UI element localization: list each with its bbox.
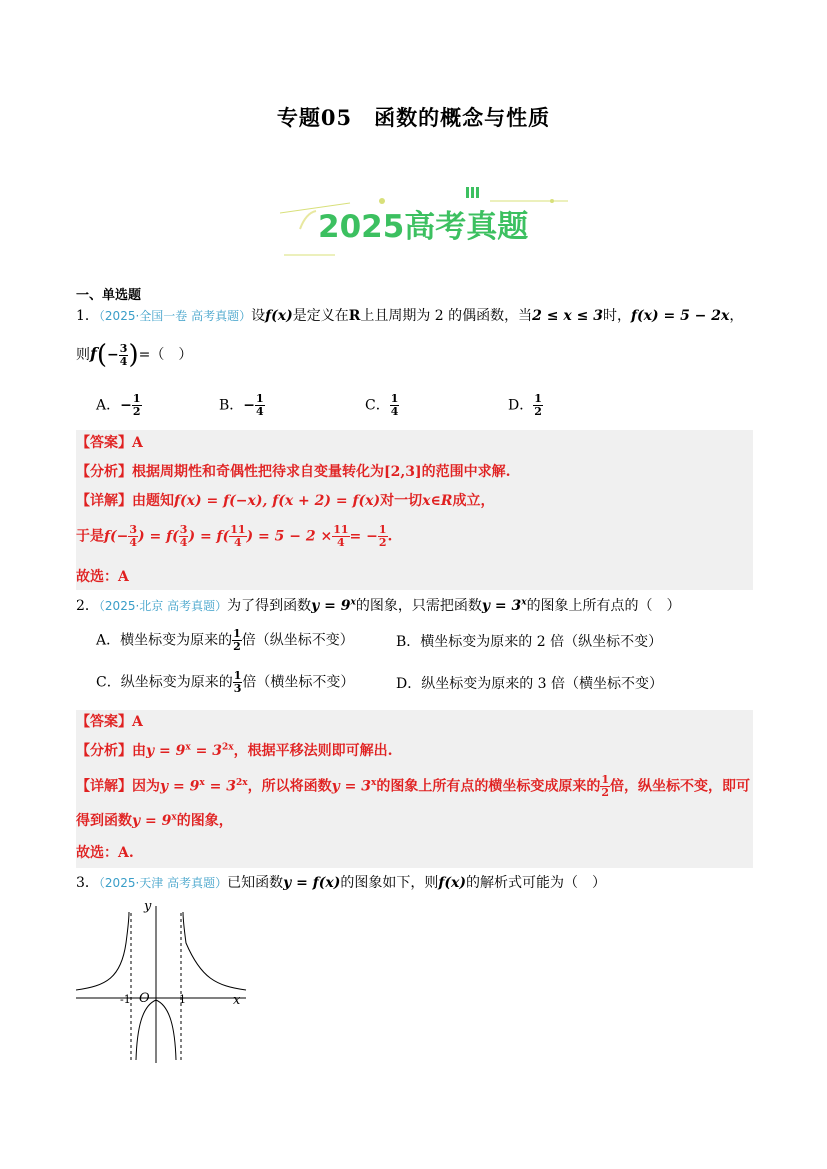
x-label: x — [233, 993, 241, 1008]
choose-2: 故选：A. — [76, 845, 134, 861]
banner-title: 2025高考真题 — [318, 209, 529, 245]
option-d[interactable]: D． $\frac{1}{2}$ — [508, 392, 542, 418]
option-b[interactable]: B．横坐标变为原来的 2 倍（纵坐标不变） — [396, 634, 663, 650]
answer-1: 【答案】A — [76, 435, 143, 451]
curve-left — [76, 912, 129, 990]
question-3-stem: 3．（2025·天津 高考真题）已知函数y = f(x)的图象如下，则f(x)的解析式可能为（ ） — [76, 875, 606, 891]
tick-pos-one: 1 — [179, 993, 186, 1006]
question-source: （2025·北京 高考真题） — [98, 599, 228, 613]
function-graph — [76, 898, 256, 1068]
detail-2-line-1: 【详解】因为$y = 9^x = 3^{2x}$，所以将函数$y = 3^x$的图象上所有点的横坐标变成原来的 $\frac{1}{2}$ 倍，纵坐标不变，即可 — [76, 773, 750, 799]
option-a[interactable]: A．横坐标变为原来的 $\frac{1}{2}$ 倍（纵坐标不变） — [96, 627, 354, 653]
option-a[interactable]: A．− $\frac{1}{2}$ — [96, 392, 141, 418]
question-1-stem: 1．（2025·全国一卷 高考真题）设f(x)是定义在R上且周期为 2 的偶函数，当2 ≤ x ≤ 3时，f(x) = 5 − 2x， — [76, 308, 744, 324]
option-c[interactable]: C． $\frac{1}{4}$ — [365, 392, 399, 418]
tick-neg-one: -1 — [120, 993, 131, 1006]
option-c[interactable]: C．纵坐标变为原来的 $\frac{1}{3}$ 倍（横坐标不变） — [96, 669, 355, 695]
y-label: y — [144, 899, 152, 914]
detail-1-line-1: 【详解】由题知f(x) = f(−x), f(x + 2) = f(x)对一切x∈R成立， — [76, 493, 495, 509]
question-source: （2025·全国一卷 高考真题） — [98, 309, 252, 323]
analysis-2: 【分析】由$y = 9^x = 3^{2x}$，根据平移法则即可解出. — [76, 742, 393, 759]
answer-box-1 — [76, 430, 753, 590]
exam-banner — [280, 183, 570, 258]
section-heading: 一、单选题 — [76, 288, 142, 303]
question-source: （2025·天津 高考真题） — [98, 876, 228, 890]
detail-1-line-2: 于是f(− $\frac{3}{4}$ ) = f( $\frac{3}{4}$ ) = f( $\frac{11}{4}$ ) = 5 − 2 × $\frac{11}{4}$ = − $\frac{1}{2}$ . — [76, 523, 393, 549]
question-1-ask: 则f(− $\frac{3}{4}$ )=（ ） — [76, 340, 193, 370]
detail-2-line-2: 得到函数$y = 9^x$的图象， — [76, 812, 233, 829]
fraction: $\frac{3}{4}$ — [119, 341, 128, 368]
origin-label: O — [139, 991, 150, 1006]
choose-1: 故选：A — [76, 569, 129, 585]
option-b[interactable]: B．− $\frac{1}{4}$ — [219, 392, 264, 418]
answer-2: 【答案】A — [76, 714, 143, 730]
question-2-stem: 2．（2025·北京 高考真题）为了得到函数$y = 9^x$的图象，只需把函数$y = 3^x$的图象上所有点的（ ） — [76, 597, 681, 614]
analysis-1: 【分析】根据周期性和奇偶性把待求自变量转化为[2,3]的范围中求解. — [76, 464, 511, 480]
option-d[interactable]: D．纵坐标变为原来的 3 倍（横坐标不变） — [396, 676, 664, 692]
curve-right — [183, 912, 246, 990]
page-title: 专题05 函数的概念与性质 — [276, 105, 551, 130]
